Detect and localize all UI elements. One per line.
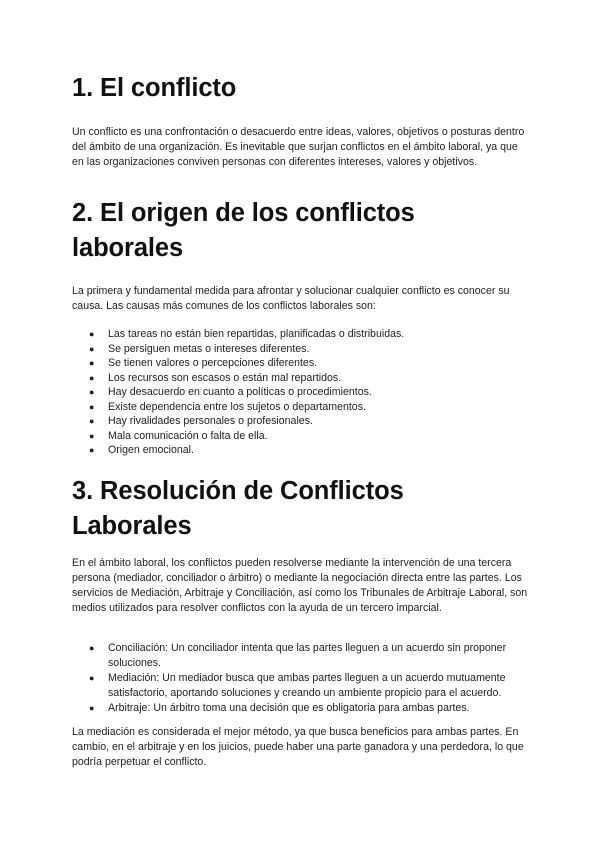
bullet-icon: ● — [89, 643, 95, 653]
list-item-text: Las tareas no están bien repartidas, planificadas o distribuidas. — [108, 328, 405, 340]
list-item-text: Mala comunicación o falta de ella. — [108, 429, 268, 442]
list-item — [72, 671, 528, 700]
list-item — [72, 443, 404, 458]
paragraph-closing: La mediación es considerada el mejor método, ya que busca beneficios para ambas partes. En cambio, en el arbitraje y en los juicios, puede haber una parte ganadora y una perdedora, lo que podría perpetuar el conflicto. — [72, 726, 524, 768]
list-item — [72, 701, 528, 716]
bullet-icon: ● — [89, 387, 95, 397]
list-item-text: Mediación: Un mediador busca que ambas partes lleguen a un acuerdo mutuamente satisfactorio, aportando soluciones y creando un ambiente propicio para el acuerdo. — [108, 672, 506, 699]
paragraph-causes-intro: La primera y fundamental medida para afrontar y solucionar cualquier conflicto es conocer su causa. Las causas más comunes de los conflictos laborales son: — [72, 285, 510, 312]
heading-origen-conflictos: 2. El origen de los conflictos laborales — [72, 199, 415, 262]
heading-resolucion-conflictos: 3. Resolución de Conflictos Laborales — [72, 477, 404, 540]
causes-list — [72, 327, 404, 458]
list-item-text: Hay desacuerdo en cuanto a políticas o procedimientos. — [108, 386, 372, 398]
list-item — [72, 342, 404, 357]
list-item — [72, 641, 528, 670]
bullet-icon: ● — [89, 703, 95, 713]
bullet-icon: ● — [89, 430, 95, 441]
heading-el-conflicto: 1. El conflicto — [72, 74, 237, 102]
list-item — [72, 414, 404, 429]
bullet-icon: ● — [89, 372, 95, 383]
list-item — [72, 327, 404, 342]
list-item-text: Se tienen valores o percepciones diferentes. — [108, 357, 318, 369]
bullet-icon: ● — [89, 445, 95, 455]
list-item — [72, 356, 404, 371]
list-item — [72, 385, 404, 400]
methods-list — [72, 641, 528, 717]
list-item-text: Arbitraje: Un árbitro toma una decisión que es obligatoria para ambas partes. — [108, 702, 470, 714]
list-item-text: Existe dependencia entre los sujetos o departamentos. — [108, 400, 366, 413]
bullet-icon: ● — [89, 673, 95, 683]
list-item — [72, 371, 404, 386]
list-item — [72, 400, 404, 415]
bullet-icon: ● — [89, 343, 95, 354]
list-item-text: Los recursos son escasos o están mal repartidos. — [108, 371, 342, 384]
bullet-icon: ● — [89, 358, 95, 368]
list-item-text: Hay rivalidades personales o profesionales. — [108, 415, 313, 427]
bullet-icon: ● — [89, 329, 95, 339]
list-item — [72, 429, 404, 444]
list-item-text: Origen emocional. — [108, 444, 194, 456]
bullet-icon: ● — [89, 401, 95, 412]
bullet-icon: ● — [89, 416, 95, 426]
list-item-text: Conciliación: Un conciliador intenta que las partes lleguen a un acuerdo sin proponer soluciones. — [108, 642, 507, 669]
paragraph-resolution-intro: En el ámbito laboral, los conflictos pueden resolverse mediante la intervención de una tercera persona (mediador, conciliador o árbitro) o mediante la negociación directa entre las partes. Los servicios de Mediación, Arbitraje y Conciliación, así como los Tribunales de Arbitraje Laboral, son medios utilizados para resolver conflictos con la ayuda de un tercero imparcial. — [72, 557, 528, 614]
list-item-text: Se persiguen metas o intereses diferentes. — [108, 342, 310, 355]
paragraph-conflict-definition: Un conflicto es una confrontación o desacuerdo entre ideas, valores, objetivos o posturas dentro del ámbito de una organización. Es inevitable que surjan conflictos en el ámbito laboral, ya que en las organizaciones conviven personas con diferentes intereses, valores y objetivos. — [72, 126, 525, 168]
